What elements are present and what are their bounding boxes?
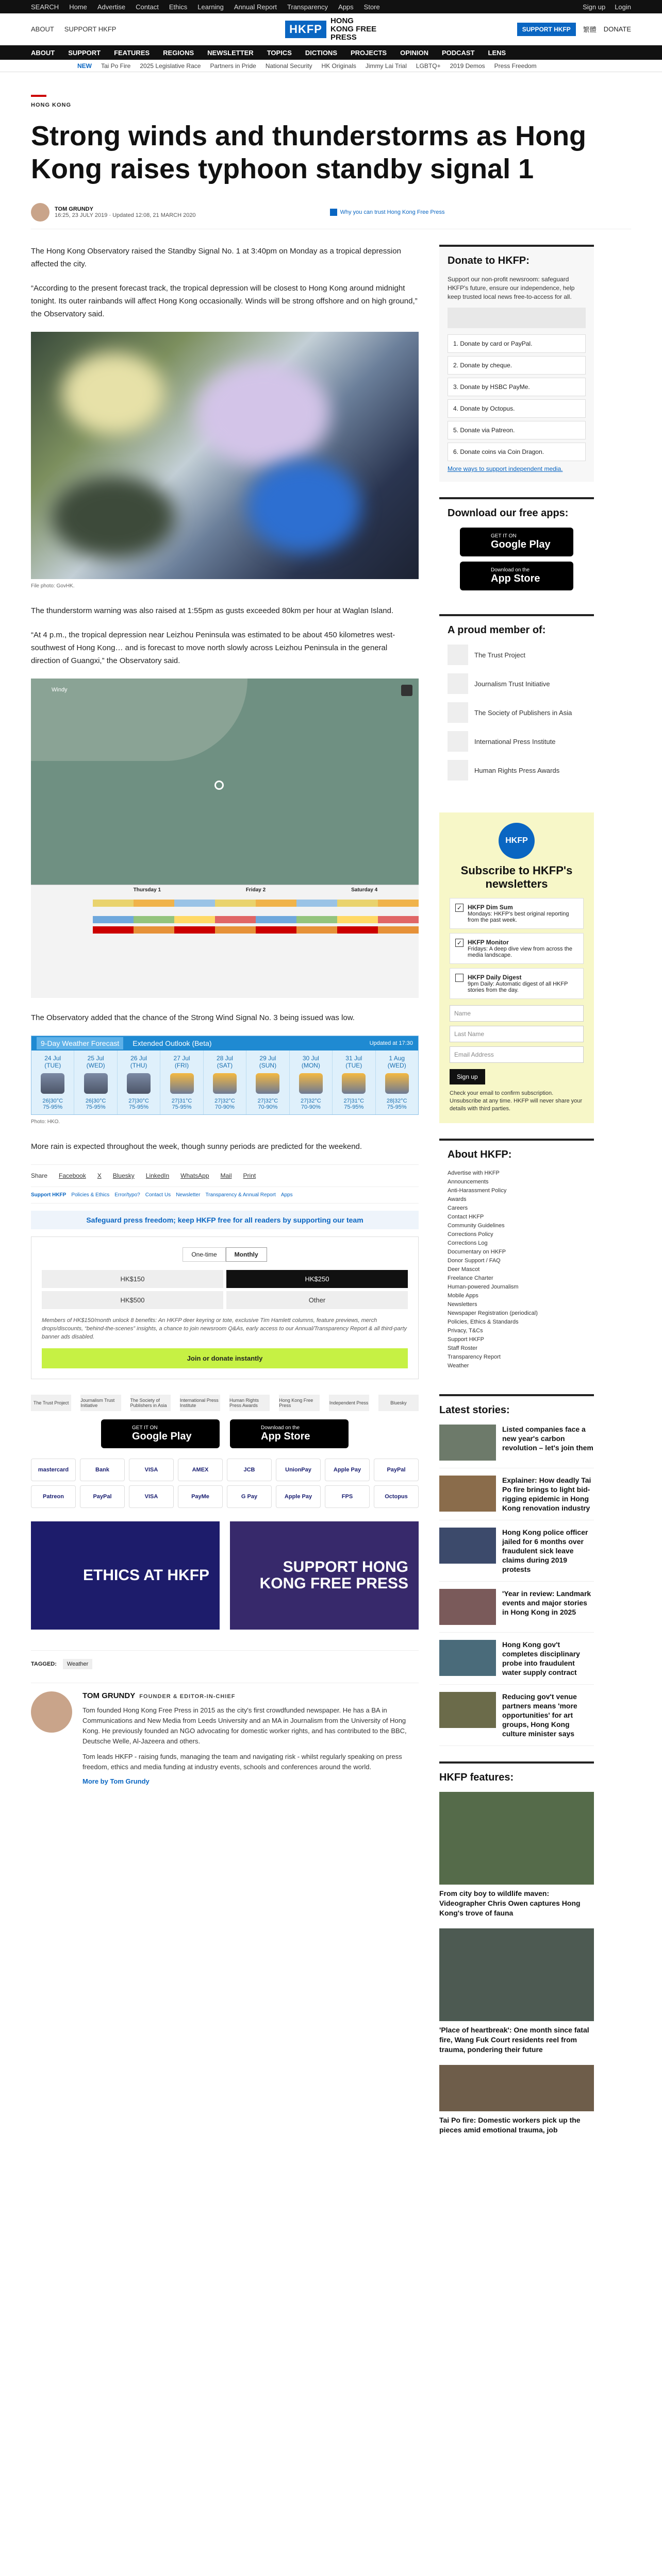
feature-item[interactable]: 'Place of heartbreak': One month since fatal fire, Wang Fuk Court residents reel from trauma, pondering their future xyxy=(439,1928,594,2055)
photo-caption: Photo: HKO. xyxy=(31,1119,60,1125)
about-link[interactable]: Staff Roster xyxy=(448,1345,477,1351)
member-logo[interactable]: Human Rights Press Awards xyxy=(448,760,586,781)
app-store-badge[interactable]: Download on the App Store xyxy=(460,562,573,590)
newsletter-option[interactable]: HKFP Daily Digest 9pm Daily: Automatic digest of all HKFP stories from the day. xyxy=(450,968,584,999)
sun-shower-icon xyxy=(342,1073,366,1094)
sun-shower-icon xyxy=(170,1073,194,1094)
paragraph: The Hong Kong Observatory raised the Standby Signal No. 1 at 3:40pm on Monday as a tropical depression affected the city. xyxy=(31,247,401,268)
forecast-day: 31 Jul (TUE) 27|31°C 75-95% xyxy=(333,1050,375,1114)
map-label: Windy xyxy=(52,687,68,693)
about-link[interactable]: Donor Support / FAQ xyxy=(448,1258,501,1264)
partner-logo[interactable]: The Trust Project xyxy=(31,1395,71,1411)
paragraph: The Observatory added that the chance of the Strong Wind Signal No. 3 being issued was low. xyxy=(31,1013,355,1022)
share-facebook[interactable]: Facebook xyxy=(59,1172,86,1179)
about-link[interactable]: Policies, Ethics & Standards xyxy=(448,1319,519,1325)
feature-image xyxy=(439,1928,594,2021)
byline xyxy=(31,203,631,229)
top-link[interactable]: Learning xyxy=(197,3,224,11)
sun-shower-icon xyxy=(256,1073,279,1094)
top-link[interactable]: SEARCH xyxy=(31,3,59,11)
trending-bar xyxy=(0,60,662,72)
footer-link[interactable]: Policies & Ethics xyxy=(71,1192,110,1198)
nav-item[interactable]: LENS xyxy=(488,48,506,57)
about-link[interactable]: Deer Mascot xyxy=(448,1266,480,1273)
google-play-badge[interactable]: GET IT ON Google Play xyxy=(460,528,573,556)
about-link[interactable]: Awards xyxy=(448,1196,467,1202)
member-title: A proud member of: xyxy=(448,624,546,636)
article-dates: 16:25, 23 JULY 2019 · Updated 12:08, 21 MARCH 2020 xyxy=(55,212,196,218)
donate-title: Donate to HKFP: xyxy=(448,255,529,266)
bio-role: FOUNDER & EDITOR-IN-CHIEF xyxy=(139,1693,236,1700)
nav-item[interactable]: NEWSLETTER xyxy=(207,48,254,57)
app-store-badge[interactable]: Download on the App Store xyxy=(230,1419,349,1448)
amount-other[interactable]: Other xyxy=(226,1291,408,1309)
author-avatar xyxy=(31,203,49,222)
partner-logo[interactable]: Bluesky xyxy=(378,1395,419,1411)
signup-button[interactable]: Sign up xyxy=(450,1069,485,1084)
support-link[interactable]: SUPPORT HKFP xyxy=(64,25,117,33)
payment-logo[interactable]: FPS xyxy=(325,1485,370,1508)
about-link[interactable]: Human-powered Journalism xyxy=(448,1284,519,1290)
payment-logo[interactable]: Bank xyxy=(80,1459,125,1481)
email-field[interactable]: Email Address xyxy=(450,1046,584,1063)
bio-text: Tom leads HKFP - raising funds, managing the team and navigating risk - whilst regularly speaking on press freedom, ethics and media funding at industry events, schools and conferences around the world. xyxy=(82,1753,402,1771)
top-link[interactable]: Ethics xyxy=(169,3,188,11)
feature-item[interactable]: From city boy to wildlife maven: Videographer Chris Owen captures Hong Kong's trove of fauna xyxy=(439,1792,594,1918)
sun-shower-icon xyxy=(385,1073,409,1094)
paragraph: “According to the present forecast track, the tropical depression will be closest to Hong Kong around midnight tonight. Its outer rainbands will affect Hong Kong occasionally. Winds will be strong offshore and on high ground,” the Observatory said. xyxy=(31,284,418,318)
thunderstorm-icon xyxy=(127,1073,151,1094)
donate-option[interactable]: 6. Donate coins via Coin Dragon. xyxy=(448,443,586,461)
share-mail[interactable]: Mail xyxy=(220,1172,232,1179)
latest-title: Latest stories: xyxy=(439,1404,510,1416)
trending-link[interactable]: HK Originals xyxy=(321,62,356,70)
top-link[interactable]: Advertise xyxy=(97,3,126,11)
about-link[interactable]: Advertise with HKFP xyxy=(448,1170,500,1176)
top-utility-bar xyxy=(0,0,662,13)
nav-item[interactable]: PODCAST xyxy=(441,48,475,57)
story-item[interactable]: Listed companies face a new year's carbon revolution – let's join them xyxy=(439,1425,594,1468)
about-link[interactable]: Newsletters xyxy=(448,1301,477,1308)
about-link[interactable]: Community Guidelines xyxy=(448,1223,505,1229)
member-logo[interactable]: Journalism Trust Initiative xyxy=(448,673,586,694)
partner-logo[interactable]: Hong Kong Free Press xyxy=(279,1395,319,1411)
about-link[interactable]: Corrections Policy xyxy=(448,1231,493,1238)
toggle-monthly[interactable]: Monthly xyxy=(226,1247,267,1262)
author-name[interactable]: TOM GRUNDY xyxy=(55,206,93,212)
about-link[interactable]: Weather xyxy=(448,1363,469,1369)
trending-link[interactable]: Press Freedom xyxy=(494,62,537,70)
about-link[interactable]: Careers xyxy=(448,1205,468,1211)
about-link[interactable]: Support HKFP xyxy=(448,1336,484,1343)
partner-logos xyxy=(31,1395,419,1411)
payment-logo[interactable]: Patreon xyxy=(31,1485,76,1508)
payment-logo[interactable]: Apple Pay xyxy=(325,1459,370,1481)
sidebar xyxy=(439,245,594,2145)
story-thumb xyxy=(439,1692,496,1728)
newsletter-note: Check your email to confirm subscription. Unsubscribe at any time. HKFP will never share your details with third parties. xyxy=(450,1090,583,1112)
bio-text: Tom founded Hong Kong Free Press in 2015 as the city's first crowdfunded newspaper. He has a BA in Communications and New Media from Leeds University and an MA in Journalism from the University of Hong Kong. He previously founded an NGO advocating for domestic worker rights, and has contributed to the BBC, Deutsche Welle, Al-Jazeera and others. xyxy=(82,1706,407,1745)
story-item[interactable]: Reducing gov't venue partners means 'more opportunities' for art groups, Hong Kong culture minister says xyxy=(439,1692,594,1746)
about-link[interactable]: Transparency Report xyxy=(448,1354,501,1360)
signup-link[interactable]: Sign up xyxy=(583,3,606,11)
partner-logo[interactable]: Human Rights Press Awards xyxy=(229,1395,270,1411)
payment-logo[interactable]: G Pay xyxy=(227,1485,272,1508)
trust-icon xyxy=(330,209,337,216)
about-link[interactable]: ABOUT xyxy=(31,25,54,33)
paragraph: The thunderstorm warning was also raised at 1:55pm as gusts exceeded 80km per hour at Waglan Island. xyxy=(31,606,394,615)
join-button[interactable]: Join or donate instantly xyxy=(42,1348,408,1368)
about-title: About HKFP: xyxy=(448,1149,512,1160)
checkbox[interactable] xyxy=(455,974,464,982)
payment-methods xyxy=(31,1459,419,1508)
storm-marker xyxy=(214,781,224,790)
tagged-label: TAGGED: xyxy=(31,1661,57,1667)
member-box xyxy=(439,614,594,797)
footer-link[interactable]: Newsletter xyxy=(176,1192,201,1198)
nav-item[interactable]: PROJECTS xyxy=(351,48,387,57)
payment-logo[interactable]: JCB xyxy=(227,1459,272,1481)
safeguard-banner[interactable]: Safeguard press freedom; keep HKFP free for all readers by supporting our team xyxy=(31,1211,419,1229)
footer-link[interactable]: Contact Us xyxy=(145,1192,171,1198)
donate-box xyxy=(439,245,594,482)
feature-item[interactable]: Tai Po fire: Domestic workers pick up the pieces amid emotional trauma, job xyxy=(439,2065,594,2135)
payment-logo[interactable]: PayPal xyxy=(80,1485,125,1508)
about-link[interactable]: Freelance Charter xyxy=(448,1275,493,1281)
share-print[interactable]: Print xyxy=(243,1172,256,1179)
brand-bar xyxy=(0,13,662,45)
story-thumb xyxy=(439,1425,496,1461)
trending-link[interactable]: National Security xyxy=(265,62,312,70)
sun-shower-icon xyxy=(213,1073,237,1094)
latest-box xyxy=(439,1394,594,1746)
top-link[interactable]: Contact xyxy=(136,3,159,11)
nav-item[interactable]: TOPICS xyxy=(267,48,292,57)
trust-link[interactable]: Why you can trust Hong Kong Free Press xyxy=(330,209,445,216)
accent-line xyxy=(31,95,46,97)
article-body xyxy=(31,245,419,2145)
story-item[interactable]: Explainer: How deadly Tai Po fire brings to light bid-rigging epidemic in Hong Kong renovation industry xyxy=(439,1476,594,1520)
trending-link[interactable]: Tai Po Fire xyxy=(101,62,131,70)
payment-logo[interactable]: Octopus xyxy=(374,1485,419,1508)
amount-option-selected[interactable]: HK$250 xyxy=(226,1270,408,1288)
story-thumb xyxy=(439,1528,496,1564)
support-button[interactable]: SUPPORT HKFP xyxy=(517,23,576,36)
nav-item[interactable]: OPINION xyxy=(400,48,428,57)
amount-option[interactable]: HK$500 xyxy=(42,1291,223,1309)
main-nav xyxy=(0,45,662,60)
about-link[interactable]: Mobile Apps xyxy=(448,1293,478,1299)
about-link[interactable]: Documentary on HKFP xyxy=(448,1249,506,1255)
site-logo[interactable]: HKFP HONG KONG FREE PRESS xyxy=(285,17,377,42)
payment-logo[interactable]: PayMe xyxy=(178,1485,223,1508)
tag-chip[interactable]: Weather xyxy=(63,1659,92,1669)
paragraph: “At 4 p.m., the tropical depression near Leizhou Peninsula was estimated to be about 450 kilometres west-southwest of Hong Kong… and is forecast to move north slowly across Leizhou Peninsula in the general direction of Guangxi,” the Observatory said. xyxy=(31,631,395,665)
support-banner[interactable]: SUPPORT HONG KONG FREE PRESS xyxy=(230,1521,419,1630)
ethics-banner[interactable]: ETHICS AT HKFP xyxy=(31,1521,220,1630)
features-title: HKFP features: xyxy=(439,1772,514,1783)
top-link[interactable]: Home xyxy=(69,3,87,11)
story-item[interactable]: 'Year in review: Landmark events and major stories in Hong Kong in 2025 xyxy=(439,1589,594,1633)
article-title: Strong winds and thunderstorms as Hong Kong raises typhoon standby signal 1 xyxy=(31,121,587,184)
forecast-day: 26 Jul (THU) 27|30°C 75-95% xyxy=(118,1050,160,1114)
hko-forecast xyxy=(31,1036,419,1115)
login-link[interactable]: Login xyxy=(615,3,631,11)
tab-9day[interactable]: 9-Day Weather Forecast xyxy=(37,1037,123,1049)
share-x[interactable]: X xyxy=(97,1172,102,1179)
more-by-author-link[interactable]: More by Tom Grundy xyxy=(82,1777,150,1785)
last-name-field[interactable]: Last Name xyxy=(450,1026,584,1042)
story-item[interactable]: Hong Kong gov't completes disciplinary probe into fraudulent water supply contract xyxy=(439,1640,594,1685)
about-link[interactable]: Contact HKFP xyxy=(448,1214,484,1220)
donate-intro: Support our non-profit newsroom: safeguard HKFP's future, ensure our independence, help keep trusted local news free-to-access for all. xyxy=(448,276,575,300)
article-photo xyxy=(31,332,419,579)
forecast-day: 27 Jul (FRI) 27|31°C 75-95% xyxy=(160,1050,203,1114)
features-box xyxy=(439,1761,594,2135)
map-menu-icon[interactable] xyxy=(401,685,412,696)
about-box xyxy=(439,1139,594,1379)
nav-item[interactable]: DICTIONS xyxy=(305,48,337,57)
trending-link[interactable]: Jimmy Lai Trial xyxy=(365,62,407,70)
feature-image xyxy=(439,1792,594,1885)
story-thumb xyxy=(439,1640,496,1676)
category-kicker[interactable]: HONG KONG xyxy=(31,102,72,108)
feature-image xyxy=(439,2065,594,2111)
updated-time: Updated at 17:30 xyxy=(369,1040,413,1046)
top-link[interactable]: Annual Report xyxy=(234,3,277,11)
payment-logo[interactable]: mastercard xyxy=(31,1459,76,1481)
photo-caption: File photo: GovHK. xyxy=(31,583,75,589)
payment-logo[interactable]: PayPal xyxy=(374,1459,419,1481)
rain-icon xyxy=(41,1073,64,1094)
story-item[interactable]: Hong Kong police officer jailed for 6 months over fraudulent sick leave claims during 2019 protests xyxy=(439,1528,594,1582)
share-bluesky[interactable]: Bluesky xyxy=(112,1172,135,1179)
checkbox[interactable]: ✓ xyxy=(455,904,464,912)
forecast-day: 30 Jul (MON) 27|32°C 70-90% xyxy=(290,1050,333,1114)
about-link[interactable]: Anti-Harassment Policy xyxy=(448,1188,507,1194)
share-whatsapp[interactable]: WhatsApp xyxy=(180,1172,209,1179)
story-thumb xyxy=(439,1476,496,1512)
newsletter-option[interactable]: ✓ HKFP Dim Sum Mondays: HKFP's best original reporting from the past week. xyxy=(450,898,584,929)
new-label: NEW xyxy=(77,62,92,70)
donation-widget xyxy=(31,1236,419,1379)
top-link[interactable]: Apps xyxy=(338,3,354,11)
newsletter-box xyxy=(439,812,594,1123)
share-linkedin[interactable]: LinkedIn xyxy=(145,1172,170,1179)
partner-logo[interactable]: Journalism Trust Initiative xyxy=(80,1395,121,1411)
forecast-day: 28 Jul (SAT) 27|32°C 70-90% xyxy=(204,1050,246,1114)
footer-link[interactable]: Error/typo? xyxy=(114,1192,140,1198)
payment-logo[interactable]: Apple Pay xyxy=(276,1485,321,1508)
paragraph: More rain is expected throughout the week, though sunny periods are predicted for the weekend. xyxy=(31,1142,362,1151)
toggle-one-time[interactable]: One-time xyxy=(183,1247,225,1262)
forecast-day: 25 Jul (WED) 26|30°C 75-95% xyxy=(74,1050,117,1114)
apps-title: Download our free apps: xyxy=(448,507,569,519)
partner-logo[interactable]: Independent Press xyxy=(329,1395,369,1411)
amount-option[interactable]: HK$150 xyxy=(42,1270,223,1288)
payment-logo[interactable]: VISA xyxy=(129,1459,174,1481)
donate-option[interactable]: 1. Donate by card or PayPal. xyxy=(448,334,586,353)
payment-logo[interactable]: UnionPay xyxy=(276,1459,321,1481)
about-link[interactable]: Newspaper Registration (periodical) xyxy=(448,1310,538,1316)
about-link[interactable]: Privacy, T&Cs xyxy=(448,1328,483,1334)
member-logo[interactable]: The Society of Publishers in Asia xyxy=(448,702,586,723)
membership-note: Members of HK$150/month unlock 8 benefits: An HKFP deer keyring or tote, exclusive Tim Hamlett columns, feature previews, merch drops/discounts, “behind-the-scenes” insights, a chance to join newsroom Q&As, early access to our Annual/Transparency Report & all third-party banner ads disabled. xyxy=(42,1317,407,1340)
footer-link[interactable]: Support HKFP xyxy=(31,1192,67,1198)
windy-forecast-strip: Thursday 1 Friday 2 Saturday 4 xyxy=(31,885,419,998)
sun-shower-icon xyxy=(299,1073,323,1094)
trending-link[interactable]: LGBTQ+ xyxy=(416,62,441,70)
google-play-badge[interactable]: GET IT ON Google Play xyxy=(101,1419,220,1448)
forecast-day: 1 Aug (WED) 28|32°C 75-95% xyxy=(376,1050,418,1114)
share-label: Share xyxy=(31,1172,48,1179)
apps-box xyxy=(439,497,594,599)
footer-link[interactable]: Apps xyxy=(280,1192,293,1198)
name-field[interactable]: Name xyxy=(450,1005,584,1022)
nav-item[interactable]: REGIONS xyxy=(163,48,194,57)
story-thumb xyxy=(439,1589,496,1625)
top-link[interactable]: Transparency xyxy=(287,3,328,11)
donate-link[interactable]: DONATE xyxy=(603,25,632,33)
trending-link[interactable]: Partners in Pride xyxy=(210,62,256,70)
share-bar xyxy=(31,1164,419,1179)
rain-icon xyxy=(84,1073,108,1094)
author-bio xyxy=(31,1683,419,1785)
forecast-day: 24 Jul (TUE) 26|30°C 75-95% xyxy=(31,1050,74,1114)
donate-option[interactable]: 3. Donate by HSBC PayMe. xyxy=(448,378,586,396)
tab-extended[interactable]: Extended Outlook (Beta) xyxy=(133,1039,212,1047)
about-link[interactable]: Corrections Log xyxy=(448,1240,488,1246)
hkfp-logo: HKFP xyxy=(499,823,535,859)
tags xyxy=(31,1650,419,1669)
nav-item[interactable]: ABOUT xyxy=(31,48,55,57)
footer-link[interactable]: Transparency & Annual Report xyxy=(205,1192,276,1198)
more-ways-link[interactable]: More ways to support independent media. xyxy=(448,465,563,472)
donate-option[interactable]: 2. Donate by cheque. xyxy=(448,356,586,375)
member-logo[interactable]: International Press Institute xyxy=(448,731,586,752)
member-logo[interactable]: The Trust Project xyxy=(448,645,586,665)
donate-option[interactable]: 5. Donate via Patreon. xyxy=(448,421,586,439)
newsletter-option[interactable]: ✓ HKFP Monitor Fridays: A deep dive view from across the media landscape. xyxy=(450,933,584,964)
about-link[interactable]: Announcements xyxy=(448,1179,489,1185)
article-footer-links xyxy=(31,1187,419,1204)
newsletter-title: Subscribe to HKFP's newsletters xyxy=(460,864,573,890)
author-photo xyxy=(31,1691,72,1733)
payment-icons xyxy=(448,308,586,328)
partner-logo[interactable]: The Society of Publishers in Asia xyxy=(130,1395,171,1411)
nav-item[interactable]: FEATURES xyxy=(114,48,150,57)
top-link[interactable]: Store xyxy=(363,3,380,11)
trending-link[interactable]: 2019 Demos xyxy=(450,62,485,70)
windy-map[interactable] xyxy=(31,679,419,885)
language-link[interactable]: 繁體 xyxy=(583,26,597,33)
checkbox[interactable]: ✓ xyxy=(455,939,464,947)
forecast-day: 29 Jul (SUN) 27|32°C 70-90% xyxy=(246,1050,289,1114)
partner-logo[interactable]: International Press Institute xyxy=(180,1395,220,1411)
donate-option[interactable]: 4. Donate by Octopus. xyxy=(448,399,586,418)
payment-logo[interactable]: VISA xyxy=(129,1485,174,1508)
trending-link[interactable]: 2025 Legislative Race xyxy=(140,62,201,70)
nav-item[interactable]: SUPPORT xyxy=(68,48,101,57)
bio-name[interactable]: TOM GRUNDY xyxy=(82,1691,135,1700)
payment-logo[interactable]: AMEX xyxy=(178,1459,223,1481)
